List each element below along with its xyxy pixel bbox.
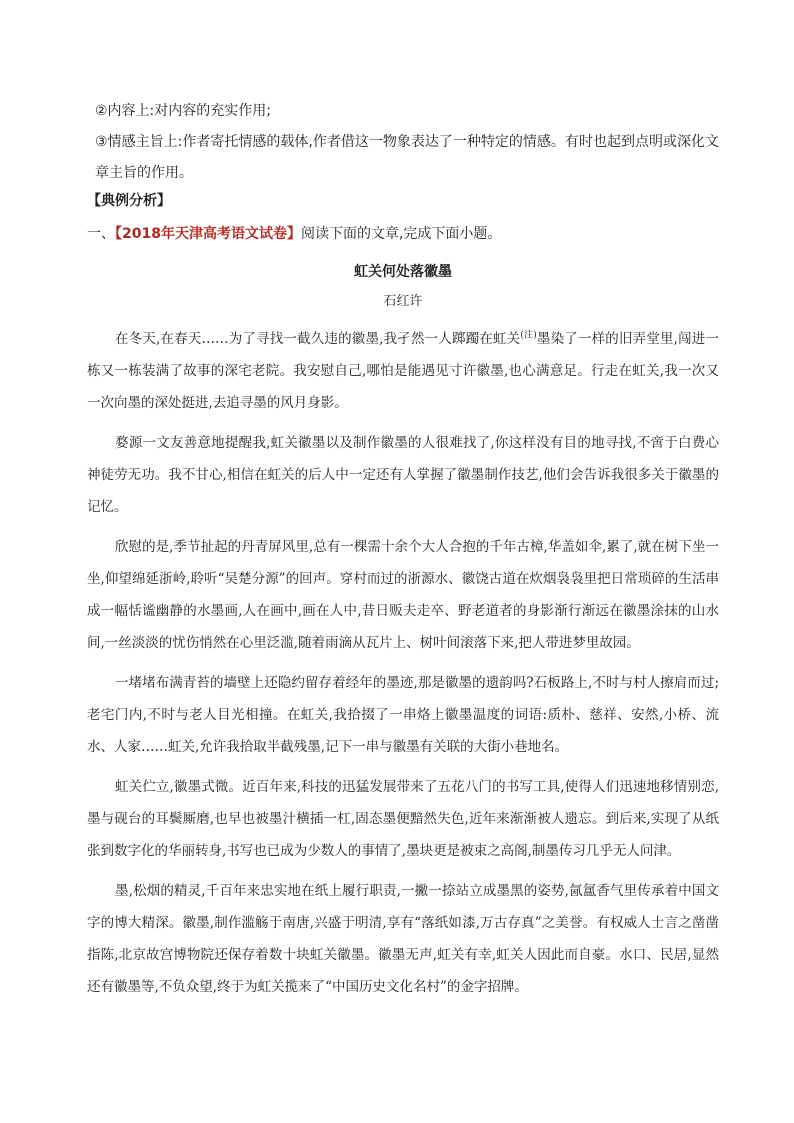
intro-item-emotion (87, 127, 719, 189)
intro-item-content (87, 96, 719, 127)
section-heading: 【典例分析】 (87, 193, 171, 209)
question-source-tag: 【2018年天津高考语文试卷】 (115, 226, 301, 242)
item3-text: 作者寄托情感的载体,作者借这一物象表达了一种特定的情感。有时也起到点明或深化文章主旨的作用。 (95, 134, 719, 181)
p1-text-a: 在冬天,在春天……为了寻找一截久违的徽墨,我孑然一人踯躅在虹关 (115, 331, 521, 347)
footnote-marker: (注) (520, 330, 537, 341)
article-paragraph-3: 欣慰的是,季节扯起的丹青屏风里,总有一棵需十余个大人合抱的千年古樟,华盖如伞,累了,就在树下坐一坐,仰望绵延浙岭,聆听“吴楚分源”的回声。穿村而过的浙源水、徽饶古道在炊烟袅袅里把日常琐碎的生活串成一幅恬谧幽静的水墨画,人在画中,画在人中,昔日贩夫走卒、野老道者的身影渐行渐远在徽墨涂抹的山水间,一丝淡淡的忧伤悄然在心里泛滥,随着雨滴从瓦片上、树叶间滚落下来,把人带进梦里故园。 (87, 539, 719, 651)
question-instruction: 阅读下面的文章,完成下面小题。 (300, 226, 502, 242)
article-paragraph-5: 虹关伫立,徽墨式微。近百年来,科技的迅猛发展带来了五花八门的书写工具,使得人们迅速地移情别恋,墨与砚台的耳鬓厮磨,也早也被墨汁横插一杠,固态墨便黯然失色,近年来渐渐被人遗忘。到后来,实现了从纸张到数字化的华丽转身,书写也已成为少数人的事情了,墨块更是被束之高阁,制墨传习几乎无人问津。 (87, 779, 719, 859)
item2-label: ②内容上: (95, 103, 155, 119)
item2-text: 对内容的充实作用; (154, 103, 271, 119)
page-content (87, 96, 719, 1011)
article-paragraph-4: 一堵堵布满青苔的墙壁上还隐约留存着经年的墨迹,那是徽墨的遗韵吗?石板路上,不时与村人擦肩而过;老宅门内,不时与老人目光相撞。在虹关,我拾掇了一串烙上徽墨温度的词语:质朴、慈祥、安然,小桥、流水、人家……虹关,允许我拾取半截残墨,记下一串与徽墨有关联的大街小巷地名。 (87, 675, 719, 755)
article-paragraph-6: 墨,松烟的精灵,千百年来忠实地在纸上履行职责,一撇一捺站立成墨黑的姿势,氤氲香气里传承着中国文字的博大精深。徽墨,制作滥觞于南唐,兴盛于明清,享有“落纸如漆,万古存真”之美誉。有权威人士言之凿凿指陈,北京故宫博物院还保存着数十块虹关徽墨。徽墨无声,虹关有幸,虹关人因此而自豪。水口、民居,显然还有徽墨等,不负众望,终于为虹关揽来了“中国历史文化名村”的金字招牌。 (87, 883, 719, 995)
article-title: 虹关何处落徽墨 (354, 264, 452, 280)
article-paragraph-1 (87, 323, 719, 419)
question-line (87, 219, 719, 249)
item3-label: ③情感主旨上: (95, 134, 183, 150)
article-paragraph-2: 婺源一文友善意地提醒我,虹关徽墨以及制作徽墨的人很难找了,你这样没有目的地寻找,不啻于白费心神徒劳无功。我不甘心,相信在虹关的后人中一定还有人掌握了徽墨制作技艺,他们会告诉我很多关于徽墨的记忆。 (87, 435, 719, 515)
question-number: 一、 (87, 226, 115, 242)
p1-text-b: 墨染了一样的旧弄堂里,闯进一栋又一栋装满了故事的深宅老院。我安慰自己,哪怕是能遇见寸许徽墨,也心满意足。行走在虹关,我一次又一次向墨的深处挺进,去追寻墨的风月身影。 (87, 331, 719, 411)
article-author: 石红许 (383, 294, 423, 309)
